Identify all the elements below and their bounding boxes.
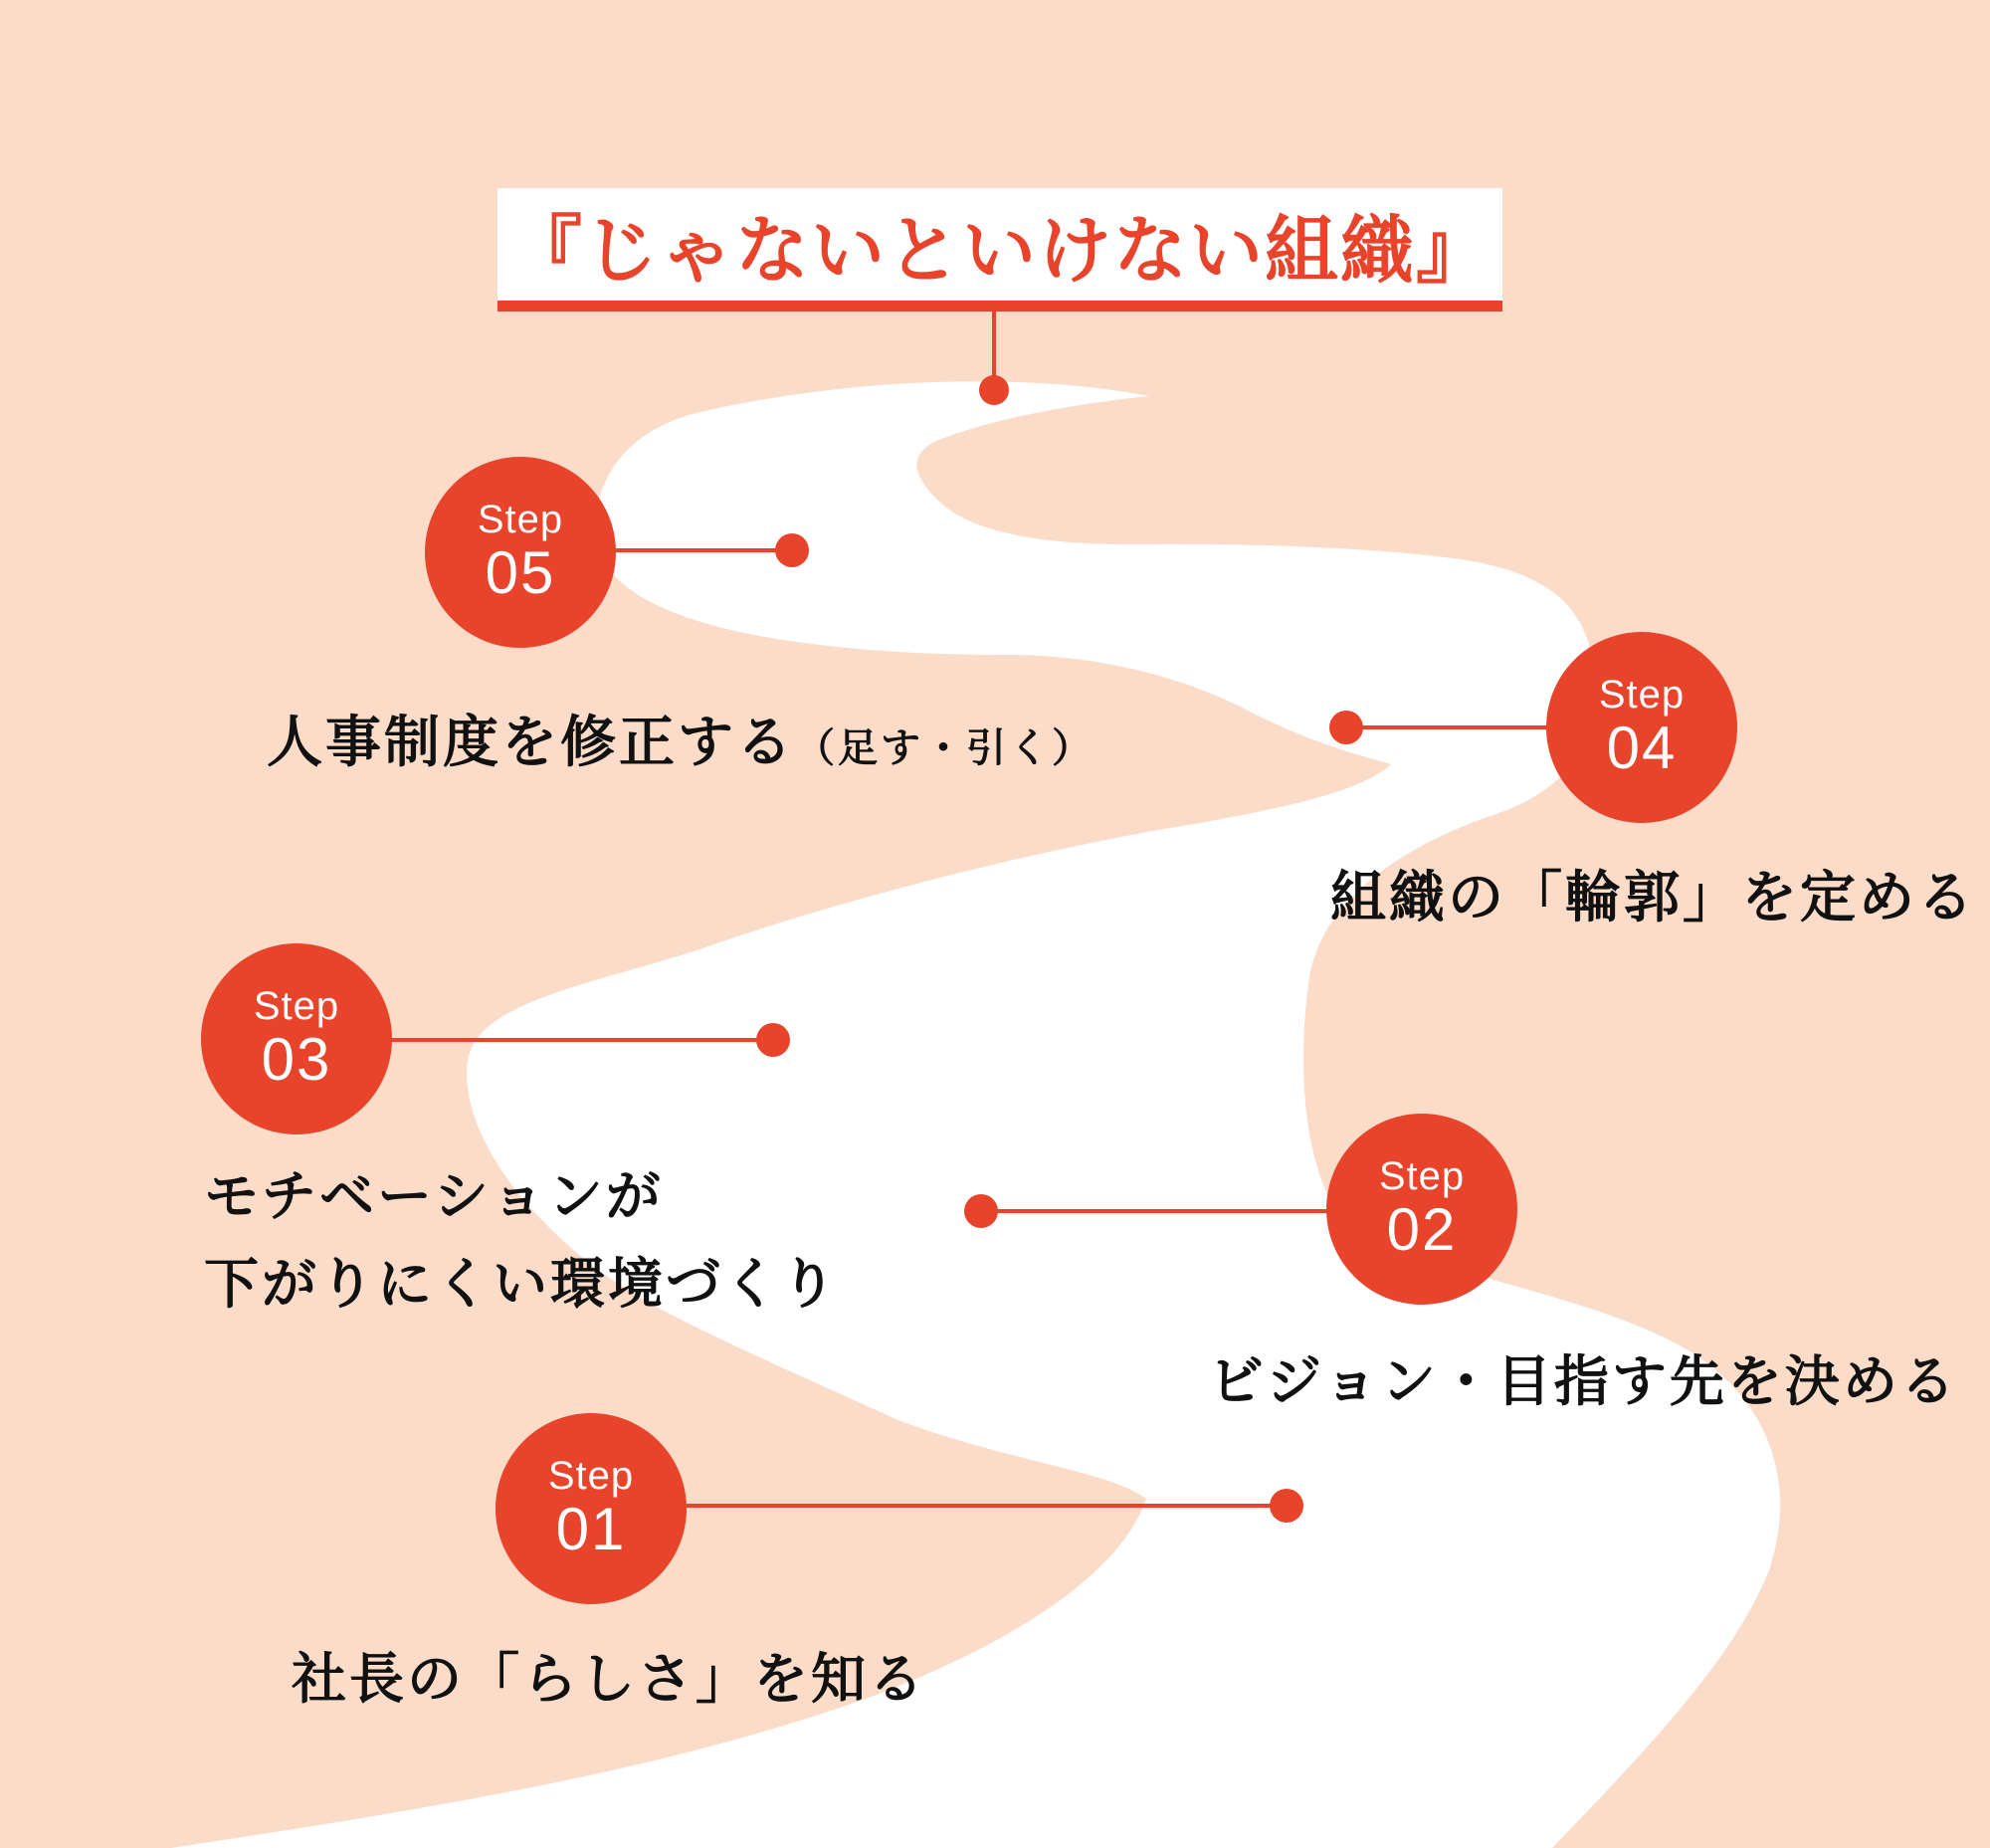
step-02-badge: Step — [1378, 1154, 1466, 1198]
step-01-number: 01 — [555, 1496, 627, 1562]
step-04-number: 04 — [1606, 715, 1678, 781]
step-04-label: 組織の「輪郭」を定める — [1330, 866, 1976, 928]
step-01-connector-dot — [1270, 1489, 1303, 1523]
step-04-circle — [1546, 632, 1737, 823]
diagram-title: 『じゃないといけない組織』 — [508, 208, 1492, 292]
step-05-label-note: （足す・引く） — [795, 726, 1094, 770]
step-03-label-line1: モチベーションが — [204, 1165, 664, 1227]
step-05-label-main: 人事制度を修正する — [267, 711, 795, 773]
step-05-badge: Step — [477, 498, 564, 541]
title-connector-dot — [979, 375, 1009, 405]
step-03-circle — [201, 943, 392, 1134]
step-05-connector-dot — [775, 533, 809, 567]
title-box — [498, 188, 1502, 311]
step-01-label: 社長の「らしさ」を知る — [292, 1648, 927, 1710]
step-03-label — [204, 1152, 839, 1328]
winding-road-path — [171, 381, 1780, 1848]
step-03-badge: Step — [253, 984, 340, 1028]
step-02-label: ビジョン・目指す先を決める — [1209, 1350, 1958, 1412]
step-02-connector-dot — [964, 1194, 998, 1228]
step-01-circle — [496, 1413, 687, 1604]
step-05-label — [267, 699, 1094, 778]
step-05-number: 05 — [485, 539, 556, 606]
step-02-number: 02 — [1386, 1196, 1458, 1263]
step-04-badge: Step — [1598, 673, 1686, 717]
step-04-connector-dot — [1329, 711, 1363, 744]
step-03-number: 03 — [261, 1026, 332, 1093]
step-05-circle — [425, 457, 616, 648]
step-03-label-line2: 下がりにくい環境づくり — [204, 1253, 840, 1315]
step-02-circle — [1326, 1114, 1517, 1305]
step-03-connector-dot — [756, 1023, 790, 1057]
step-01-badge: Step — [547, 1454, 635, 1498]
